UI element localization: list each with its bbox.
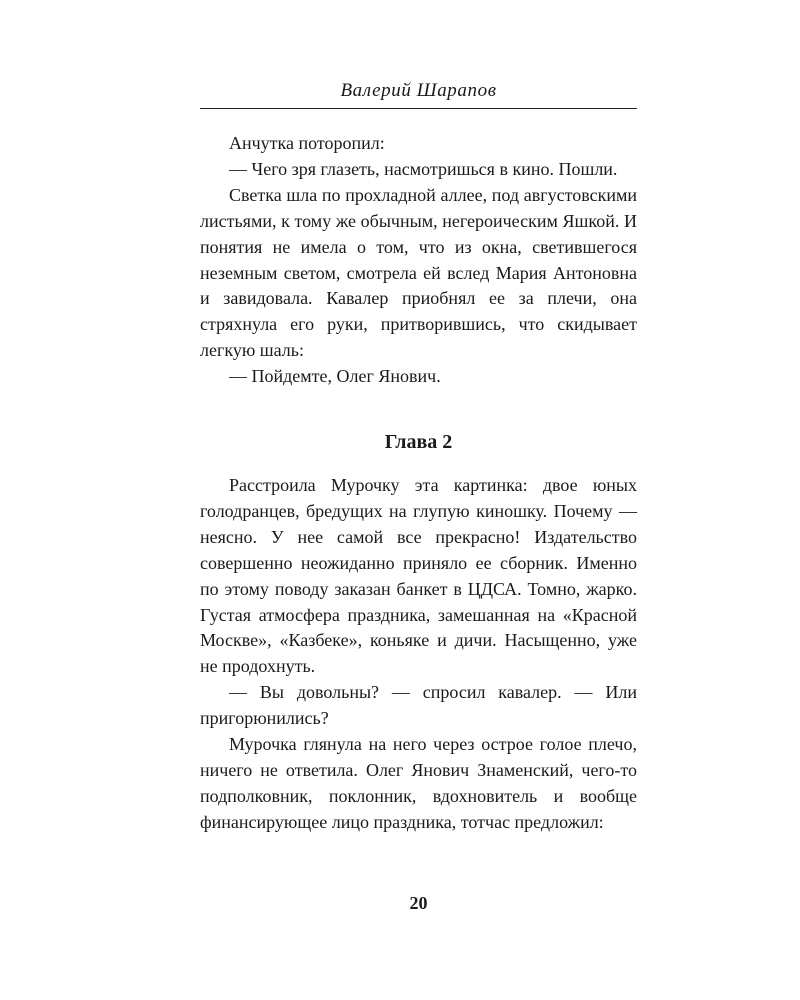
page-number: 20 bbox=[409, 893, 428, 913]
paragraph: Светка шла по прохладной аллее, под августовскими листьями, к тому же обычным, негероическим Яшкой. И понятия не имела о том, что из окна, светившегося неземным светом, смотрела ей вслед Мария Антоновна и завидовала. Кавалер приобнял ее за плечи, она стряхнула его руки, притворившись, что скидывает легкую шаль: bbox=[200, 184, 637, 361]
paragraph: — Чего зря глазеть, насмотришься в кино. Пошли. bbox=[229, 158, 618, 179]
text-block-bottom bbox=[200, 473, 637, 836]
running-header: Валерий Шарапов bbox=[340, 80, 497, 101]
paragraph: Расстроила Мурочку эта картинка: двое юных голодранцев, бредущих на глупую киношку. Почему — неясно. У нее самой все прекрасно! Издательство совершенно неожиданно приняло ее сборник. Именно по этому поводу заказан банкет в ЦДСА. Томно, жарко. Густая атмосфера праздника, замешанная на «Красной Москве», «Казбеке», коньяке и дичи. Насыщенно, уже не продохнуть. bbox=[200, 475, 637, 677]
text-block-top bbox=[200, 131, 637, 390]
chapter-heading: Глава 2 bbox=[384, 431, 453, 453]
paragraph: — Пойдемте, Олег Янович. bbox=[229, 366, 441, 387]
header-rule bbox=[200, 108, 637, 109]
paragraph: Анчутка поторопил: bbox=[229, 133, 385, 153]
paragraph: — Вы довольны? — спросил кавалер. — Или пригорюнились? bbox=[200, 682, 637, 729]
paragraph: Мурочка глянула на него через острое голое плечо, ничего не ответила. Олег Янович Знаменский, чего-то подполковник, поклонник, вдохновитель и вообще финансирующее лицо праздника, тотчас предложил: bbox=[200, 734, 637, 832]
